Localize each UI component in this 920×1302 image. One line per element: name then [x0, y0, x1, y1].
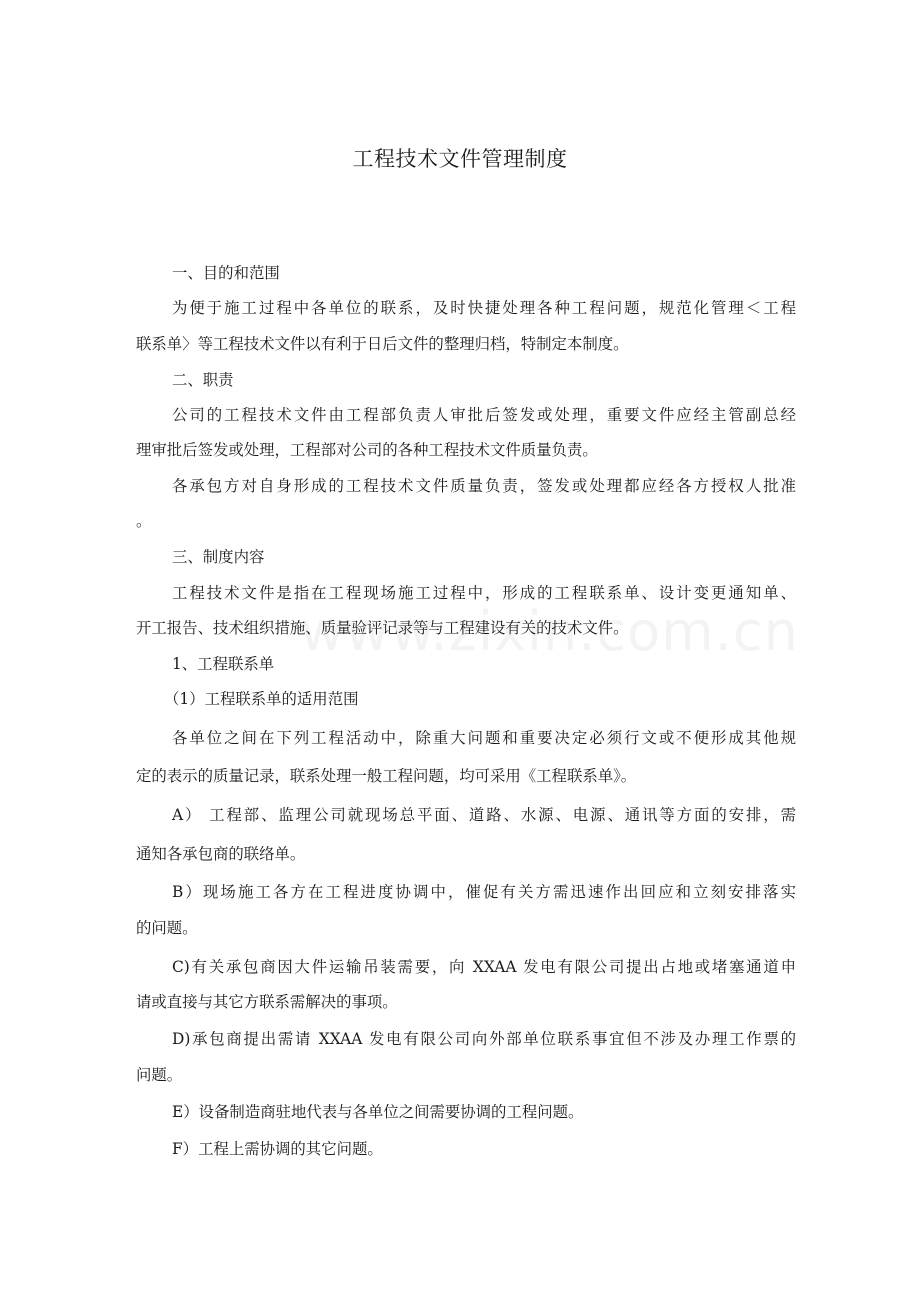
list-item-line: 请或直接与其它方联系需解决的事项。 — [136, 993, 398, 1011]
section-heading-purpose: 一、目的和范围 — [172, 264, 280, 282]
list-item-line: F）工程上需协调的其它问题。 — [172, 1140, 383, 1158]
list-item-line: 问题。 — [136, 1066, 183, 1084]
paragraph-line: 各单位之间在下列工程活动中，除重大问题和重要决定必须行文或不便形成其他规 — [172, 729, 796, 747]
subsection-heading: （1）工程联系单的适用范围 — [164, 690, 359, 708]
list-item-line: C)有关承包商因大件运输吊装需要，向 XXAA 发电有限公司提出占地或堵塞通道申 — [172, 958, 796, 976]
list-item-line: B）现场施工各方在工程进度协调中，催促有关方需迅速作出回应和立刻安排落实 — [172, 883, 796, 901]
list-item-line: A） 工程部、监理公司就现场总平面、道路、水源、电源、通讯等方面的安排，需 — [172, 806, 796, 824]
paragraph-line: 公司的工程技术文件由工程部负责人审批后签发或处理，重要文件应经主管副总经 — [172, 406, 796, 424]
paragraph-line: 。 — [136, 512, 152, 530]
subsection-heading: 1、工程联系单 — [172, 655, 275, 673]
list-item-line: 通知各承包商的联络单。 — [136, 845, 306, 863]
list-item-line: D)承包商提出需请 XXAA 发电有限公司向外部单位联系事宜但不涉及办理工作票的 — [172, 1030, 796, 1048]
paragraph-line: 为便于施工过程中各单位的联系，及时快捷处理各种工程问题，规范化管理＜工程 — [172, 299, 796, 317]
paragraph-line: 联系单〉等工程技术文件以有利于日后文件的整理归档，特制定本制度。 — [136, 335, 629, 353]
paragraph-line: 各承包方对自身形成的工程技术文件质量负责，签发或处理都应经各方授权人批准 — [172, 477, 796, 495]
section-heading-duties: 二、职责 — [172, 371, 234, 389]
document-title: 工程技术文件管理制度 — [352, 147, 568, 171]
paragraph-line: 工程技术文件是指在工程现场施工过程中，形成的工程联系单、设计变更通知单、 — [172, 584, 796, 602]
section-heading-content: 三、制度内容 — [172, 548, 265, 566]
paragraph-line: 定的表示的质量记录，联系处理一般工程问题，均可采用《工程联系单》。 — [136, 767, 637, 785]
list-item-line: 的问题。 — [136, 919, 198, 937]
paragraph-line: 理审批后签发或处理，工程部对公司的各种工程技术文件质量负责。 — [136, 441, 598, 459]
paragraph-line: 开工报告、技术组织措施、质量验评记录等与工程建设有关的技术文件。 — [136, 619, 629, 637]
list-item-line: E）设备制造商驻地代表与各单位之间需要协调的工程问题。 — [172, 1103, 584, 1121]
